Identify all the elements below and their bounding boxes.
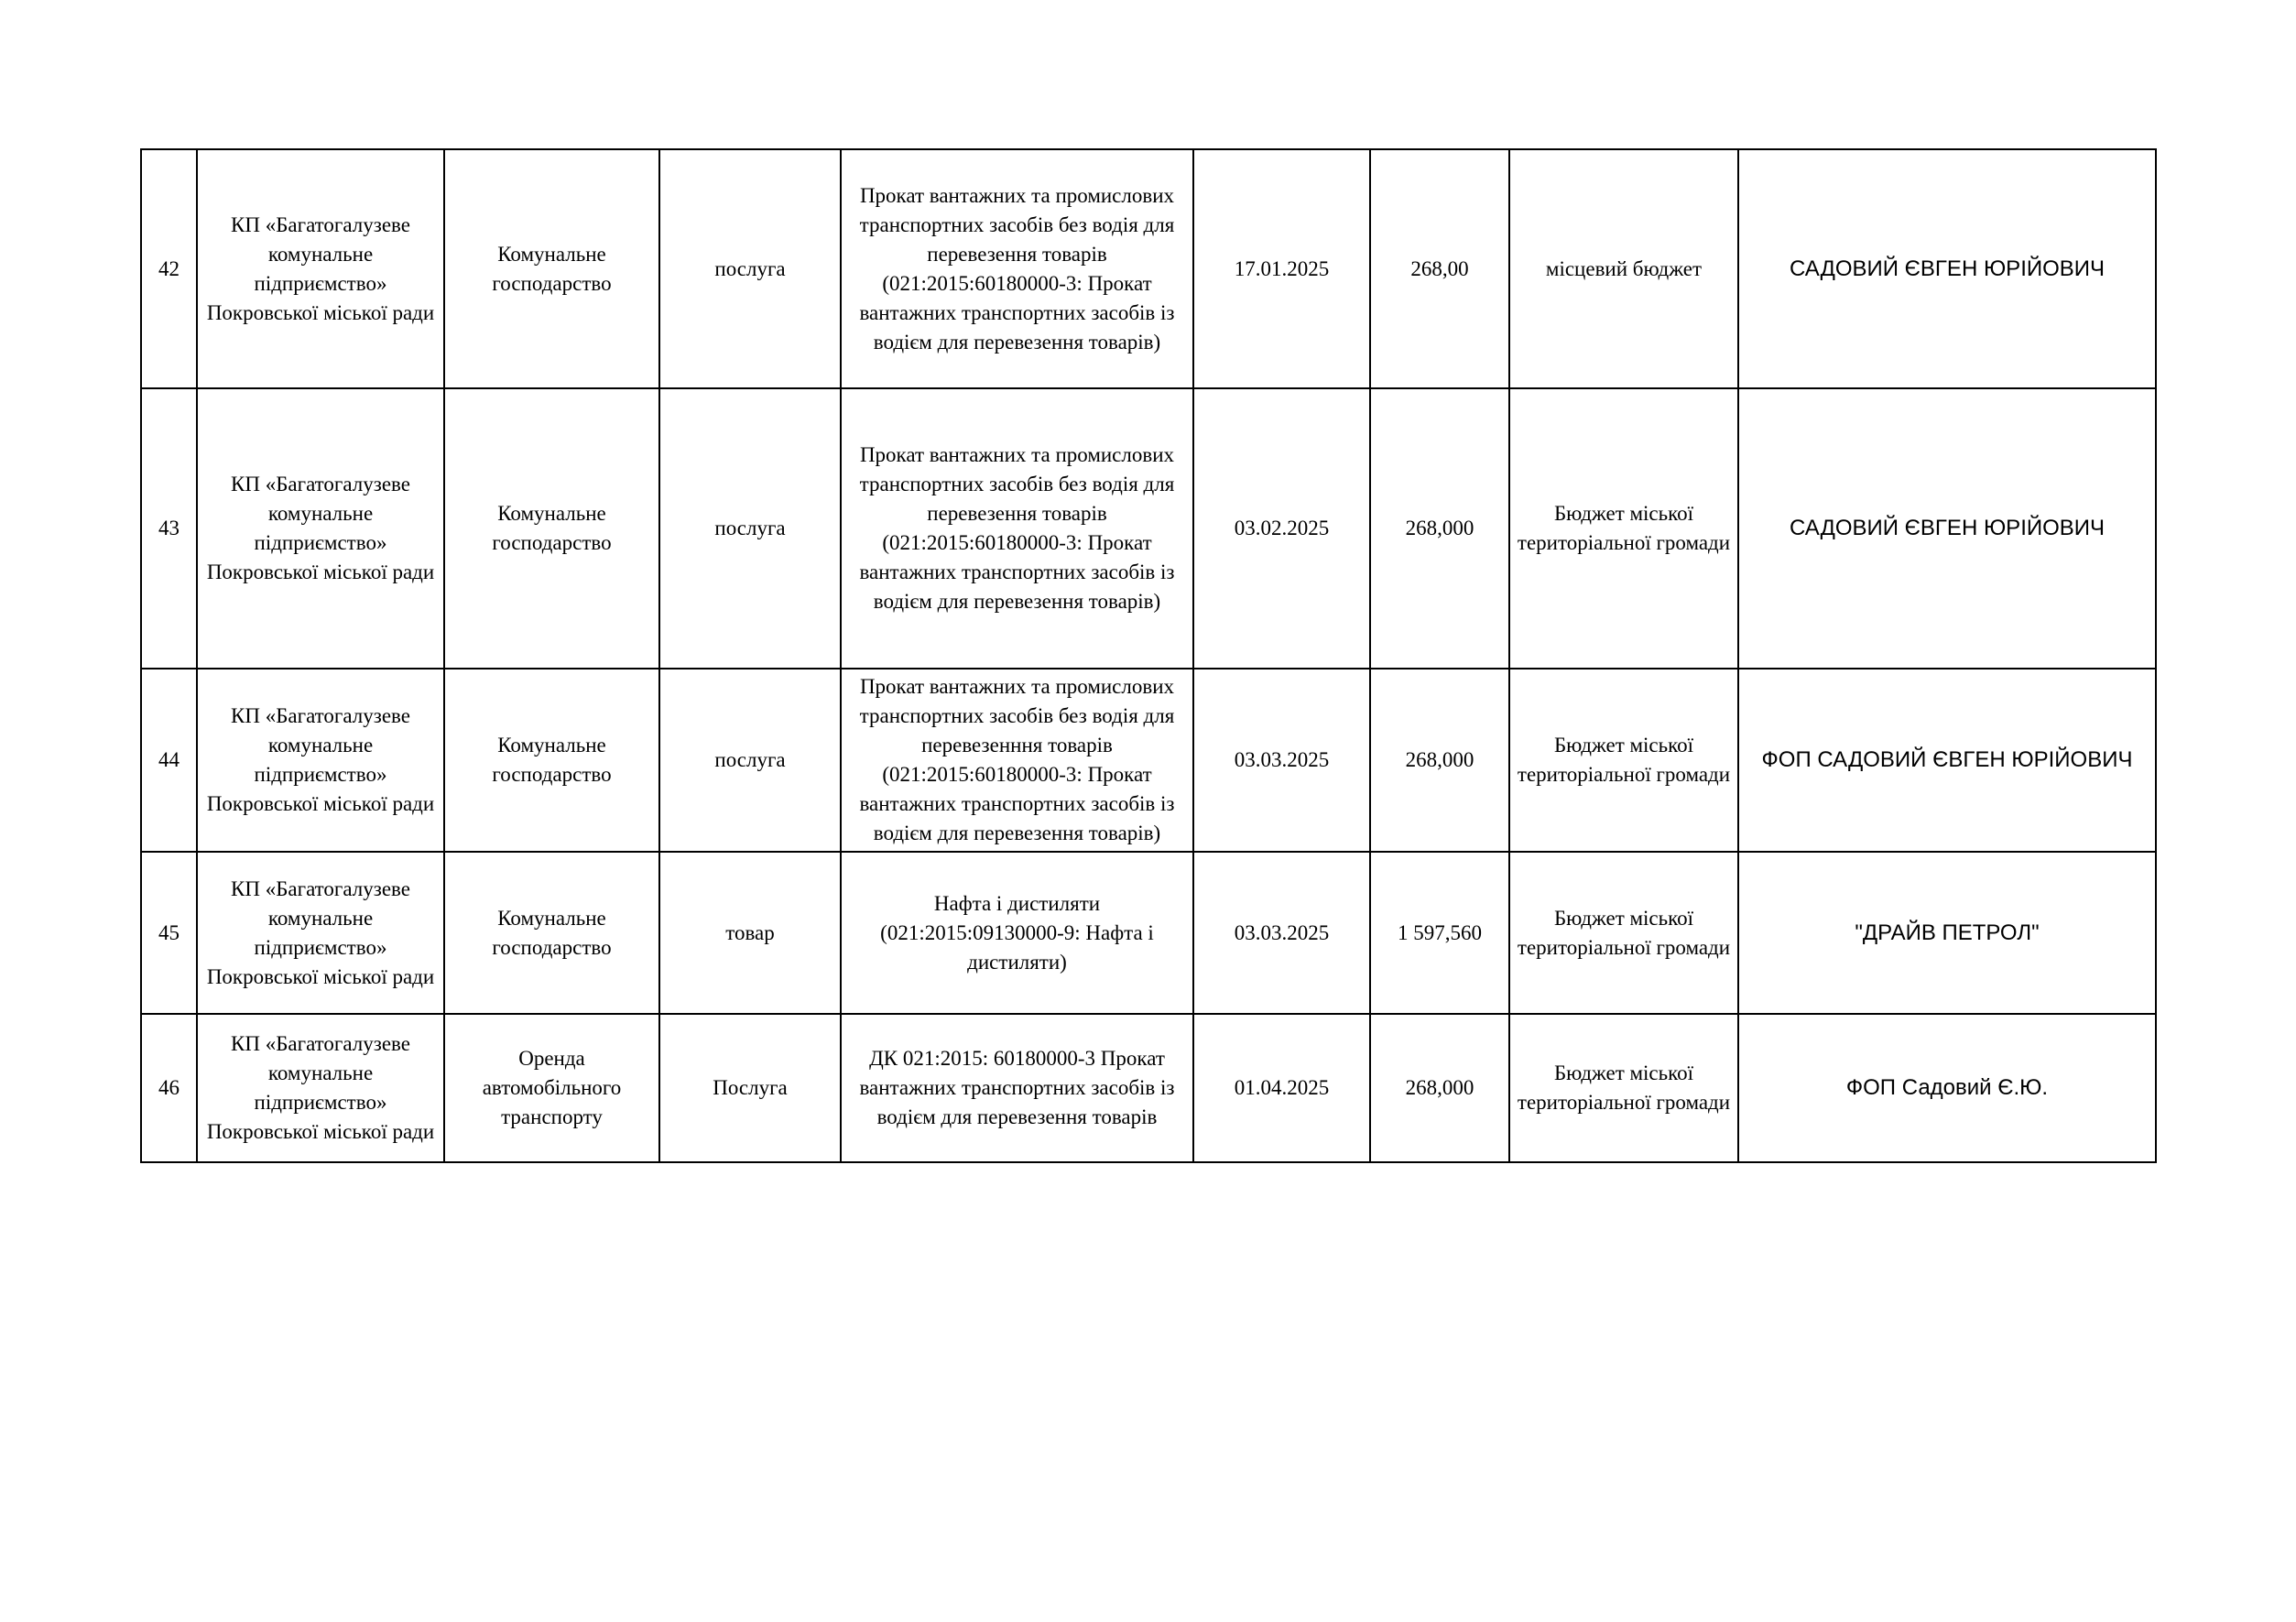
funding-source-cell: Бюджет міської територіальної громади	[1509, 669, 1738, 852]
amount-cell: 268,000	[1370, 1014, 1509, 1162]
sector-cell: Комунальне господарство	[444, 149, 659, 388]
subject-cell: Прокат вантажних та промислових транспортних засобів без водія для перевезення товарів (021:2015:60180000-3: Прокат вантажних транспортних засобів із водієм для перевезення товарів)	[841, 388, 1193, 669]
kind-cell: товар	[659, 852, 841, 1014]
funding-source-cell: Бюджет міської територіальної громади	[1509, 1014, 1738, 1162]
amount-cell: 268,000	[1370, 669, 1509, 852]
subject-cell: Нафта і дистиляти (021:2015:09130000-9: Нафта і дистиляти)	[841, 852, 1193, 1014]
date-cell: 01.04.2025	[1193, 1014, 1370, 1162]
row-number: 42	[141, 149, 197, 388]
funding-source-cell: Бюджет міської територіальної громади	[1509, 388, 1738, 669]
date-cell: 17.01.2025	[1193, 149, 1370, 388]
table-row	[141, 1014, 2156, 1162]
date-cell: 03.03.2025	[1193, 852, 1370, 1014]
subject-cell: ДК 021:2015: 60180000-3 Прокат вантажних транспортних засобів із водієм для перевезення товарів	[841, 1014, 1193, 1162]
date-cell: 03.03.2025	[1193, 669, 1370, 852]
amount-cell: 268,000	[1370, 388, 1509, 669]
supplier-cell: ФОП Садовий Є.Ю.	[1738, 1014, 2156, 1162]
customer-cell: КП «Багатогалузеве комунальне підприємство» Покровської міської ради	[197, 388, 444, 669]
funding-source-cell: Бюджет міської територіальної громади	[1509, 852, 1738, 1014]
customer-cell: КП «Багатогалузеве комунальне підприємство» Покровської міської ради	[197, 1014, 444, 1162]
kind-cell: послуга	[659, 149, 841, 388]
supplier-cell: "ДРАЙВ ПЕТРОЛ"	[1738, 852, 2156, 1014]
subject-cell: Прокат вантажних та промислових транспортних засобів без водія для перевезенння товарів (021:2015:60180000-3: Прокат вантажних транспортних засобів із водієм для перевезення товарів)	[841, 669, 1193, 852]
supplier-cell: ФОП САДОВИЙ ЄВГЕН ЮРІЙОВИЧ	[1738, 669, 2156, 852]
table-row	[141, 149, 2156, 388]
row-number: 46	[141, 1014, 197, 1162]
kind-cell: послуга	[659, 669, 841, 852]
row-number: 43	[141, 388, 197, 669]
amount-cell: 1 597,560	[1370, 852, 1509, 1014]
sector-cell: Комунальне господарство	[444, 388, 659, 669]
customer-cell: КП «Багатогалузеве комунальне підприємство» Покровської міської ради	[197, 669, 444, 852]
subject-cell: Прокат вантажних та промислових транспортних засобів без водія для перевезення товарів (021:2015:60180000-3: Прокат вантажних транспортних засобів із водієм для перевезення товарів)	[841, 149, 1193, 388]
amount-cell: 268,00	[1370, 149, 1509, 388]
sector-cell: Комунальне господарство	[444, 852, 659, 1014]
funding-source-cell: місцевий бюджет	[1509, 149, 1738, 388]
customer-cell: КП «Багатогалузеве комунальне підприємство» Покровської міської ради	[197, 149, 444, 388]
supplier-cell: САДОВИЙ ЄВГЕН ЮРІЙОВИЧ	[1738, 149, 2156, 388]
row-number: 44	[141, 669, 197, 852]
kind-cell: послуга	[659, 388, 841, 669]
sector-cell: Комунальне господарство	[444, 669, 659, 852]
table-row	[141, 852, 2156, 1014]
table-row	[141, 669, 2156, 852]
date-cell: 03.02.2025	[1193, 388, 1370, 669]
kind-cell: Послуга	[659, 1014, 841, 1162]
sector-cell: Оренда автомобільного транспорту	[444, 1014, 659, 1162]
supplier-cell: САДОВИЙ ЄВГЕН ЮРІЙОВИЧ	[1738, 388, 2156, 669]
table-row	[141, 388, 2156, 669]
row-number: 45	[141, 852, 197, 1014]
customer-cell: КП «Багатогалузеве комунальне підприємство» Покровської міської ради	[197, 852, 444, 1014]
procurement-table	[140, 148, 2157, 1163]
